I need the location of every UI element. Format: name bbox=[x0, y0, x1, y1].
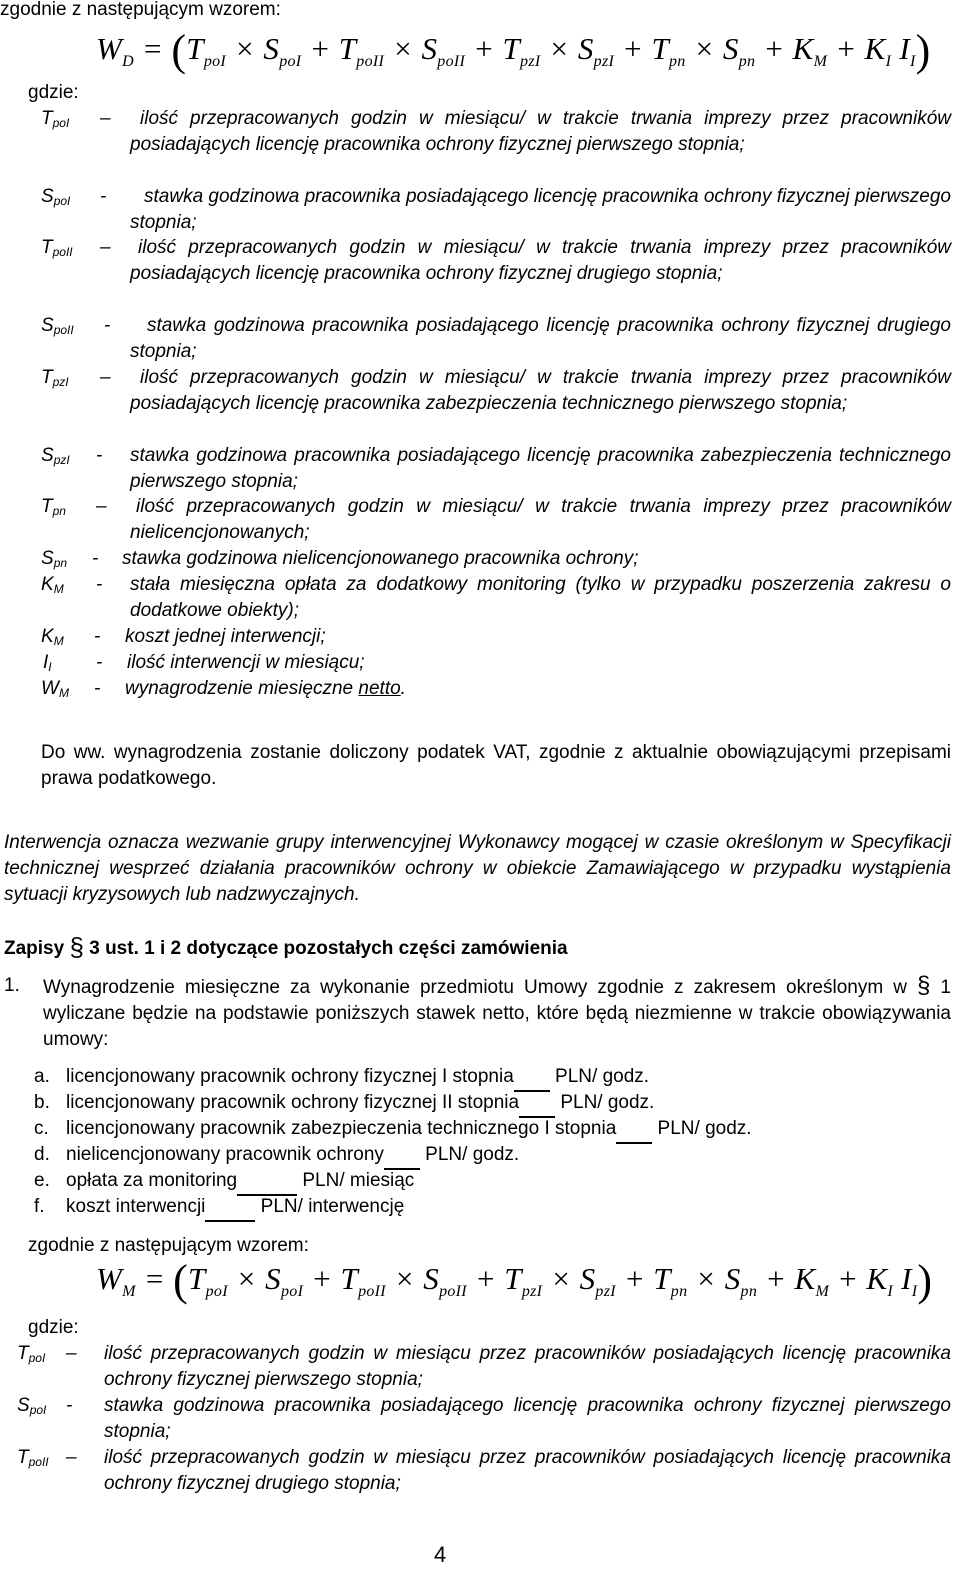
rate-unit: PLN/ godz. bbox=[652, 1118, 752, 1139]
rate-label: licencjonowany pracownik ochrony fizycznej II stopnia bbox=[66, 1092, 520, 1113]
rate-unit: PLN/ godz. bbox=[419, 1144, 520, 1165]
definition-text: stała miesięczna opłata za dodatkowy monitoring (tylko w przypadku poszerzenia zakresu o dodatkowe obiekty); bbox=[130, 574, 951, 621]
rate-item bbox=[34, 1142, 519, 1170]
rate-label: nielicencjonowany pracownik ochrony bbox=[66, 1144, 384, 1165]
rate-blank-field[interactable] bbox=[514, 1064, 550, 1092]
separator: - bbox=[96, 652, 103, 673]
definition-text: ilość przepracowanych godzin w miesiącu przez pracowników posiadających licencję pracownika ochrony fizycznej drugiego stopnia; bbox=[104, 1447, 951, 1494]
gdzie-label-2: gdzie: bbox=[28, 1317, 79, 1338]
symbol: $K_M$ bbox=[41, 574, 64, 596]
symbol: $S_{pn}$ bbox=[41, 548, 68, 570]
separator: – bbox=[100, 367, 111, 388]
rate-letter: c. bbox=[34, 1118, 49, 1139]
definition-text: stawka godzinowa pracownika posiadającego licencję pracownika ochrony fizycznej drugiego stopnia; bbox=[130, 315, 951, 362]
intro-text-bottom: zgodnie z następującym wzorem: bbox=[28, 1235, 309, 1256]
definition-text: koszt jednej interwencji; bbox=[125, 626, 326, 647]
gdzie-label: gdzie: bbox=[28, 82, 79, 103]
vat-paragraph: Do ww. wynagrodzenia zostanie doliczony podatek VAT, zgodnie z aktualnie obowiązującymi przepisami prawa podatkowego. bbox=[41, 742, 951, 789]
rate-label: opłata za monitoring bbox=[66, 1170, 238, 1191]
rate-unit: PLN/ interwencję bbox=[255, 1196, 405, 1217]
symbol: $S_{pzI}$ bbox=[41, 445, 70, 467]
rate-label: licencjonowany pracownik zabezpieczenia technicznego I stopnia bbox=[66, 1118, 617, 1139]
separator: - bbox=[104, 315, 111, 336]
rate-letter: f. bbox=[34, 1196, 45, 1217]
separator: – bbox=[100, 237, 111, 258]
symbol: $T_{poII}$ bbox=[17, 1447, 49, 1469]
rate-blank-field[interactable] bbox=[205, 1194, 255, 1222]
rate-blank-field[interactable] bbox=[616, 1116, 652, 1144]
rate-blank-field[interactable] bbox=[237, 1168, 297, 1196]
formula-wm: $W_M = (T_{poI} \times S_{poI} + T_{poII} \times S_{poII} + T_{pzI} \times S_{pzI} + T_{pn} \times S_{pn} + K_M + K_I$ $I_I$) bbox=[96, 1256, 933, 1305]
definition-text: stawka godzinowa nielicencjonowanego pracownika ochrony; bbox=[122, 548, 639, 569]
intervention-paragraph: Interwencja oznacza wezwanie grupy interwencyjnej Wykonawcy mogącej w czasie określonym w Specyfikacji technicznej wesprzeć działania pracowników ochrony w obiekcie Zamawiającego w przypadku wystąpienia sytuacji kryzysowych lub nadzwyczajnych. bbox=[4, 832, 951, 905]
formula-wd: $W_D = (T_{poI} \times S_{poI} + T_{poII} \times S_{poII} + T_{pzI} \times S_{pzI} + T_{pn} \times S_{pn} + K_M + K_I$ $I_I$) bbox=[96, 26, 931, 75]
symbol: $W_M$ bbox=[41, 678, 69, 700]
intro-text-top: zgodnie z następującym wzorem: bbox=[0, 0, 281, 20]
rate-label: koszt interwencji bbox=[66, 1196, 206, 1217]
definition-text: ilość przepracowanych godzin w miesiącu/ w trakcie trwania imprezy przez pracowników posiadających licencję pracownika ochrony fizycznej pierwszego stopnia; bbox=[130, 108, 951, 155]
definition-text: ilość przepracowanych godzin w miesiącu przez pracowników posiadających licencję pracownika ochrony fizycznej pierwszego stopnia; bbox=[104, 1343, 951, 1390]
symbol: $T_{pzI}$ bbox=[41, 367, 69, 389]
separator: - bbox=[92, 548, 99, 569]
definition-text: stawka godzinowa pracownika posiadającego licencję pracownika zabezpieczenia technicznego pierwszego stopnia; bbox=[130, 445, 951, 492]
separator: - bbox=[94, 678, 101, 699]
rate-item bbox=[34, 1168, 414, 1196]
definition-text: ilość przepracowanych godzin w miesiącu/ w trakcie trwania imprezy przez pracowników posiadających licencję pracownika ochrony fizycznej drugiego stopnia; bbox=[130, 237, 951, 284]
symbol: $S_{poI}$ bbox=[17, 1395, 47, 1417]
symbol: $S_{poI}$ bbox=[41, 186, 71, 208]
point-1-text: Wynagrodzenie miesięczne za wykonanie przedmiotu Umowy zgodnie z zakresem określonym w § 1 wyliczane będzie na podstawie poniższych stawek netto, które będą niezmienne w trakcie obowiązywania umowy: bbox=[43, 972, 951, 1050]
rate-blank-field[interactable] bbox=[384, 1142, 420, 1170]
rate-blank-field[interactable] bbox=[519, 1090, 555, 1118]
definition-text: ilość przepracowanych godzin w miesiącu/ w trakcie trwania imprezy przez pracowników nielicencjonowanych; bbox=[130, 496, 951, 543]
separator: – bbox=[66, 1343, 77, 1364]
section-heading: Zapisy § 3 ust. 1 i 2 dotyczące pozostałych części zamówienia bbox=[4, 932, 568, 962]
definition-text: ilość przepracowanych godzin w miesiącu/ w trakcie trwania imprezy przez pracowników posiadających licencję pracownika zabezpieczenia technicznego pierwszego stopnia; bbox=[130, 367, 951, 414]
rate-item bbox=[34, 1064, 649, 1092]
symbol: $S_{poII}$ bbox=[41, 315, 74, 337]
symbol: $T_{pn}$ bbox=[41, 496, 66, 518]
rate-unit: PLN/ godz. bbox=[549, 1066, 650, 1087]
rate-unit: PLN/ godz. bbox=[555, 1092, 655, 1113]
point-number: 1. bbox=[4, 975, 20, 996]
definition-text: ilość interwencji w miesiącu; bbox=[127, 652, 365, 673]
definition-text: stawka godzinowa pracownika posiadającego licencję pracownika ochrony fizycznej pierwszego stopnia; bbox=[130, 186, 951, 233]
separator: - bbox=[66, 1395, 73, 1416]
separator: – bbox=[66, 1447, 77, 1468]
separator: – bbox=[100, 108, 111, 129]
page-number: 4 bbox=[434, 1542, 447, 1567]
symbol: $T_{poII}$ bbox=[41, 237, 73, 259]
rate-item bbox=[34, 1116, 752, 1144]
symbol: $I_I$ bbox=[43, 652, 52, 674]
rate-label: licencjonowany pracownik ochrony fizycznej I stopnia bbox=[66, 1066, 514, 1087]
separator: - bbox=[100, 186, 107, 207]
rate-letter: a. bbox=[34, 1066, 50, 1087]
rate-letter: d. bbox=[34, 1144, 50, 1165]
separator: - bbox=[94, 626, 101, 647]
rate-item bbox=[34, 1090, 654, 1118]
definition-text: wynagrodzenie miesięczne netto. bbox=[125, 678, 406, 699]
separator: – bbox=[96, 496, 107, 517]
symbol: $T_{poI}$ bbox=[17, 1343, 46, 1365]
separator: - bbox=[96, 574, 103, 595]
separator: - bbox=[96, 445, 103, 466]
definition-text: stawka godzinowa pracownika posiadającego licencję pracownika ochrony fizycznej pierwszego stopnia; bbox=[104, 1395, 951, 1442]
rate-letter: b. bbox=[34, 1092, 50, 1113]
symbol: $K_M$ bbox=[41, 626, 64, 648]
rate-letter: e. bbox=[34, 1170, 50, 1191]
rate-unit: PLN/ miesiąc bbox=[297, 1170, 415, 1191]
rate-item bbox=[34, 1194, 404, 1222]
symbol: $T_{poI}$ bbox=[41, 108, 70, 130]
